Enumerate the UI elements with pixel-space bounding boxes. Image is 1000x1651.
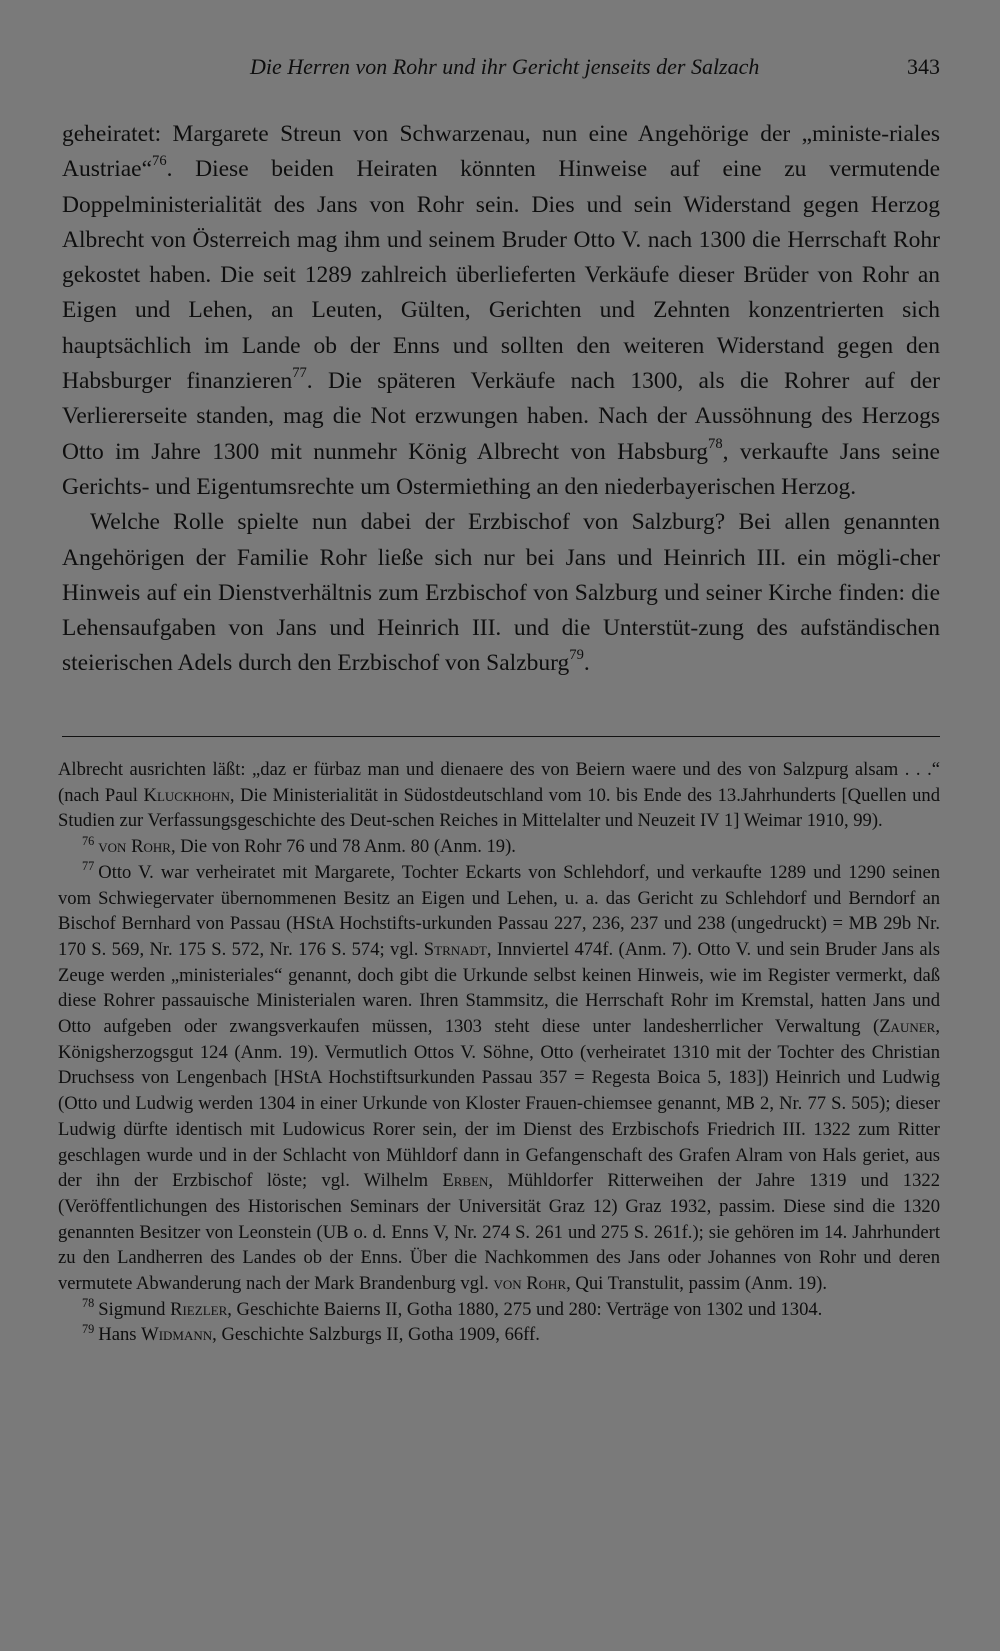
text-run: , Innviertel 474f. (Anm. 7). Otto V. und sein Bruder Jans als Zeuge werden „ministeriales“ genannt, doch gibt die Urkunde selbst keinen Hinweis, wie im Register vermerkt, daß diese Rohrer passauische Ministerialen waren. Ihren Stammsitz, die Herrschaft Rohr im Kremstal, hatten Jans und Otto aufgeben oder zwangsverkaufen müssen, 1303 steht diese unter landesherrlicher Verwaltung ( — [58, 938, 940, 1038]
text-run: Albrecht ausrichten läßt: „daz er fürbaz man und dienaere des von Beiern waere und des von Salzpurg alsam . . .“ (nach Paul — [58, 759, 940, 806]
text-run: Sigmund — [98, 1298, 171, 1320]
author-name: Riezler — [170, 1298, 228, 1320]
footnote-number: 79 — [82, 1322, 95, 1337]
running-title: Die Herren von Rohr und ihr Gericht jenseits der Salzach — [250, 54, 760, 79]
footnote-separator — [62, 736, 940, 737]
footnote-continuation — [58, 757, 940, 834]
author-name: Kluckhohn — [143, 784, 230, 806]
footnote-ref-77: 77 — [292, 365, 307, 382]
text-run: . — [583, 650, 590, 677]
text-run: , Mühldorfer Ritterweihen der Jahre 1319 und 1322 (Veröffentlichungen des Historischen Seminars der Universität Graz 12) Graz 1932, passim. Diese sind die 1320 genannten Besitzer von Leonstein (UB o. d. Enns V, Nr. 274 S. 261 und 275 S. 261f.); sie gehören im 14. Jahrhundert zu den Landherren des Landes ob der Enns. Über die Nachkommen des Jans oder Johannes von Rohr und deren vermutete Abwanderung nach der Mark Brandenburg vgl. — [58, 1170, 940, 1295]
main-text — [62, 117, 940, 682]
paragraph — [62, 117, 940, 505]
footnote-77 — [58, 860, 940, 1297]
footnotes — [58, 757, 940, 1348]
author-name: Erben — [442, 1170, 489, 1192]
footnote-78 — [58, 1297, 940, 1323]
text-run: , verkaufte Jans seine Gerichts- und Eigentumsrechte um Ostermiething an den niederbayerischen Herzog. — [62, 438, 940, 500]
paragraph — [62, 505, 940, 681]
author-name: Strnadt — [423, 938, 487, 960]
footnote-ref-78: 78 — [708, 435, 723, 452]
text-run: , Geschichte Salzburgs II, Gotha 1909, 66ff. — [212, 1324, 540, 1346]
footnote-number: 76 — [82, 833, 95, 848]
text-run: geheiratet: Margarete Streun von Schwarzenau, nun eine Angehörige der „ministe-riales Austriae“ — [62, 121, 940, 183]
footnote-ref-76: 76 — [152, 153, 167, 170]
text-run: , Qui Transtulit, passim (Anm. 19). — [566, 1273, 827, 1295]
page-number: 343 — [907, 54, 940, 79]
text-run: , Königsherzogsgut 124 (Anm. 19). Vermutlich Ottos V. Söhne, Otto (verheiratet 1310 mit der Tochter des Christian Druchsess von Lengenbach [HStA Hochstiftsurkunden Passau 357 = Regesta Boica 5, 183]) Heinrich und Ludwig (Otto und Ludwig werden 1304 in einer Urkunde von Kloster Frauen-chiemsee genannt, MB 2, Nr. 77 S. 505); dieser Ludwig dürfte identisch mit Ludowicus Rorer sein, der im Dienst des Erzbischofs Friedrich III. 1322 zum Ritter geschlagen wurde und in der Schlacht von Mühldorf dann in Gefangenschaft des Grafen Alram von Hals geriet, aus der ihn der Erzbischof löste; vgl. Wilhelm — [58, 1016, 940, 1192]
running-header — [60, 50, 940, 86]
text-run: , Die von Rohr 76 und 78 Anm. 80 (Anm. 19). — [170, 836, 516, 858]
author-name: von Rohr — [98, 836, 171, 858]
text-run: Welche Rolle spielte nun dabei der Erzbischof von Salzburg? Bei allen genannten Angehörigen der Familie Rohr ließe sich nur bei Jans und Heinrich III. ein mögli-cher Hinweis auf ein Dienstverhältnis zum Erzbischof von Salzburg und seiner Kirche finden: die Lehensaufgaben von Jans und Heinrich III. und die Unterstüt-zung des aufständischen steierischen Adels durch den Erzbischof von Salzburg — [62, 509, 940, 677]
author-name: Zauner — [879, 1016, 936, 1038]
footnote-number: 78 — [82, 1296, 95, 1311]
footnote-ref-79: 79 — [569, 647, 584, 664]
text-run: . Diese beiden Heiraten könnten Hinweise auf eine zu vermutende Doppelministerialität des Jans von Rohr sein. Dies und sein Widerstand gegen Herzog Albrecht von Österreich mag ihm und seinem Bruder Otto V. nach 1300 die Herrschaft Rohr gekostet haben. Die seit 1289 zahlreich überlieferten Verkäufe dieser Brüder von Rohr an Eigen und Lehen, an Leuten, Gülten, Gerichten und Zehnten konzentrierten sich hauptsächlich im Lande ob der Enns und sollten den weiteren Widerstand gegen den Habsburger finanzieren — [62, 156, 940, 395]
text-run: Hans — [98, 1324, 142, 1346]
text-run: , Die Ministerialität in Südostdeutschland vom 10. bis Ende des 13.Jahrhunderts [Quellen und Studien zur Verfassungsgeschichte des Deut-schen Reiches in Mittelalter und Neuzeit IV 1] Weimar 1910, 99). — [58, 784, 940, 832]
text-run: Otto V. war verheiratet mit Margarete, Tochter Eckarts von Schlehdorf, und verkaufte 1289 und 1290 seinen vom Schwiegervater übernommenen Besitz an Eigen und Lehen, u. a. das Gericht zu Schlehdorf und Berndorf an Bischof Bernhard von Passau (HStA Hochstifts-urkunden Passau 227, 236, 237 und 238 (ungedruckt) = MB 29b Nr. 170 S. 569, Nr. 175 S. 572, Nr. 176 S. 574; vgl. — [58, 861, 940, 960]
footnote-number: 77 — [82, 859, 95, 874]
text-run: . Die späteren Verkäufe nach 1300, als die Rohrer auf der Verliererseite standen, mag die Not erzwungen haben. Nach der Aussöhnung des Herzogs Otto im Jahre 1300 mit nunmehr König Albrecht von Habsburg — [62, 368, 940, 465]
footnote-76 — [58, 834, 940, 860]
author-name: von Rohr — [493, 1273, 567, 1295]
author-name: Widmann — [141, 1324, 213, 1346]
text-run: , Geschichte Baierns II, Gotha 1880, 275 und 280: Verträge von 1302 und 1304. — [227, 1298, 823, 1320]
footnote-79 — [58, 1322, 940, 1348]
